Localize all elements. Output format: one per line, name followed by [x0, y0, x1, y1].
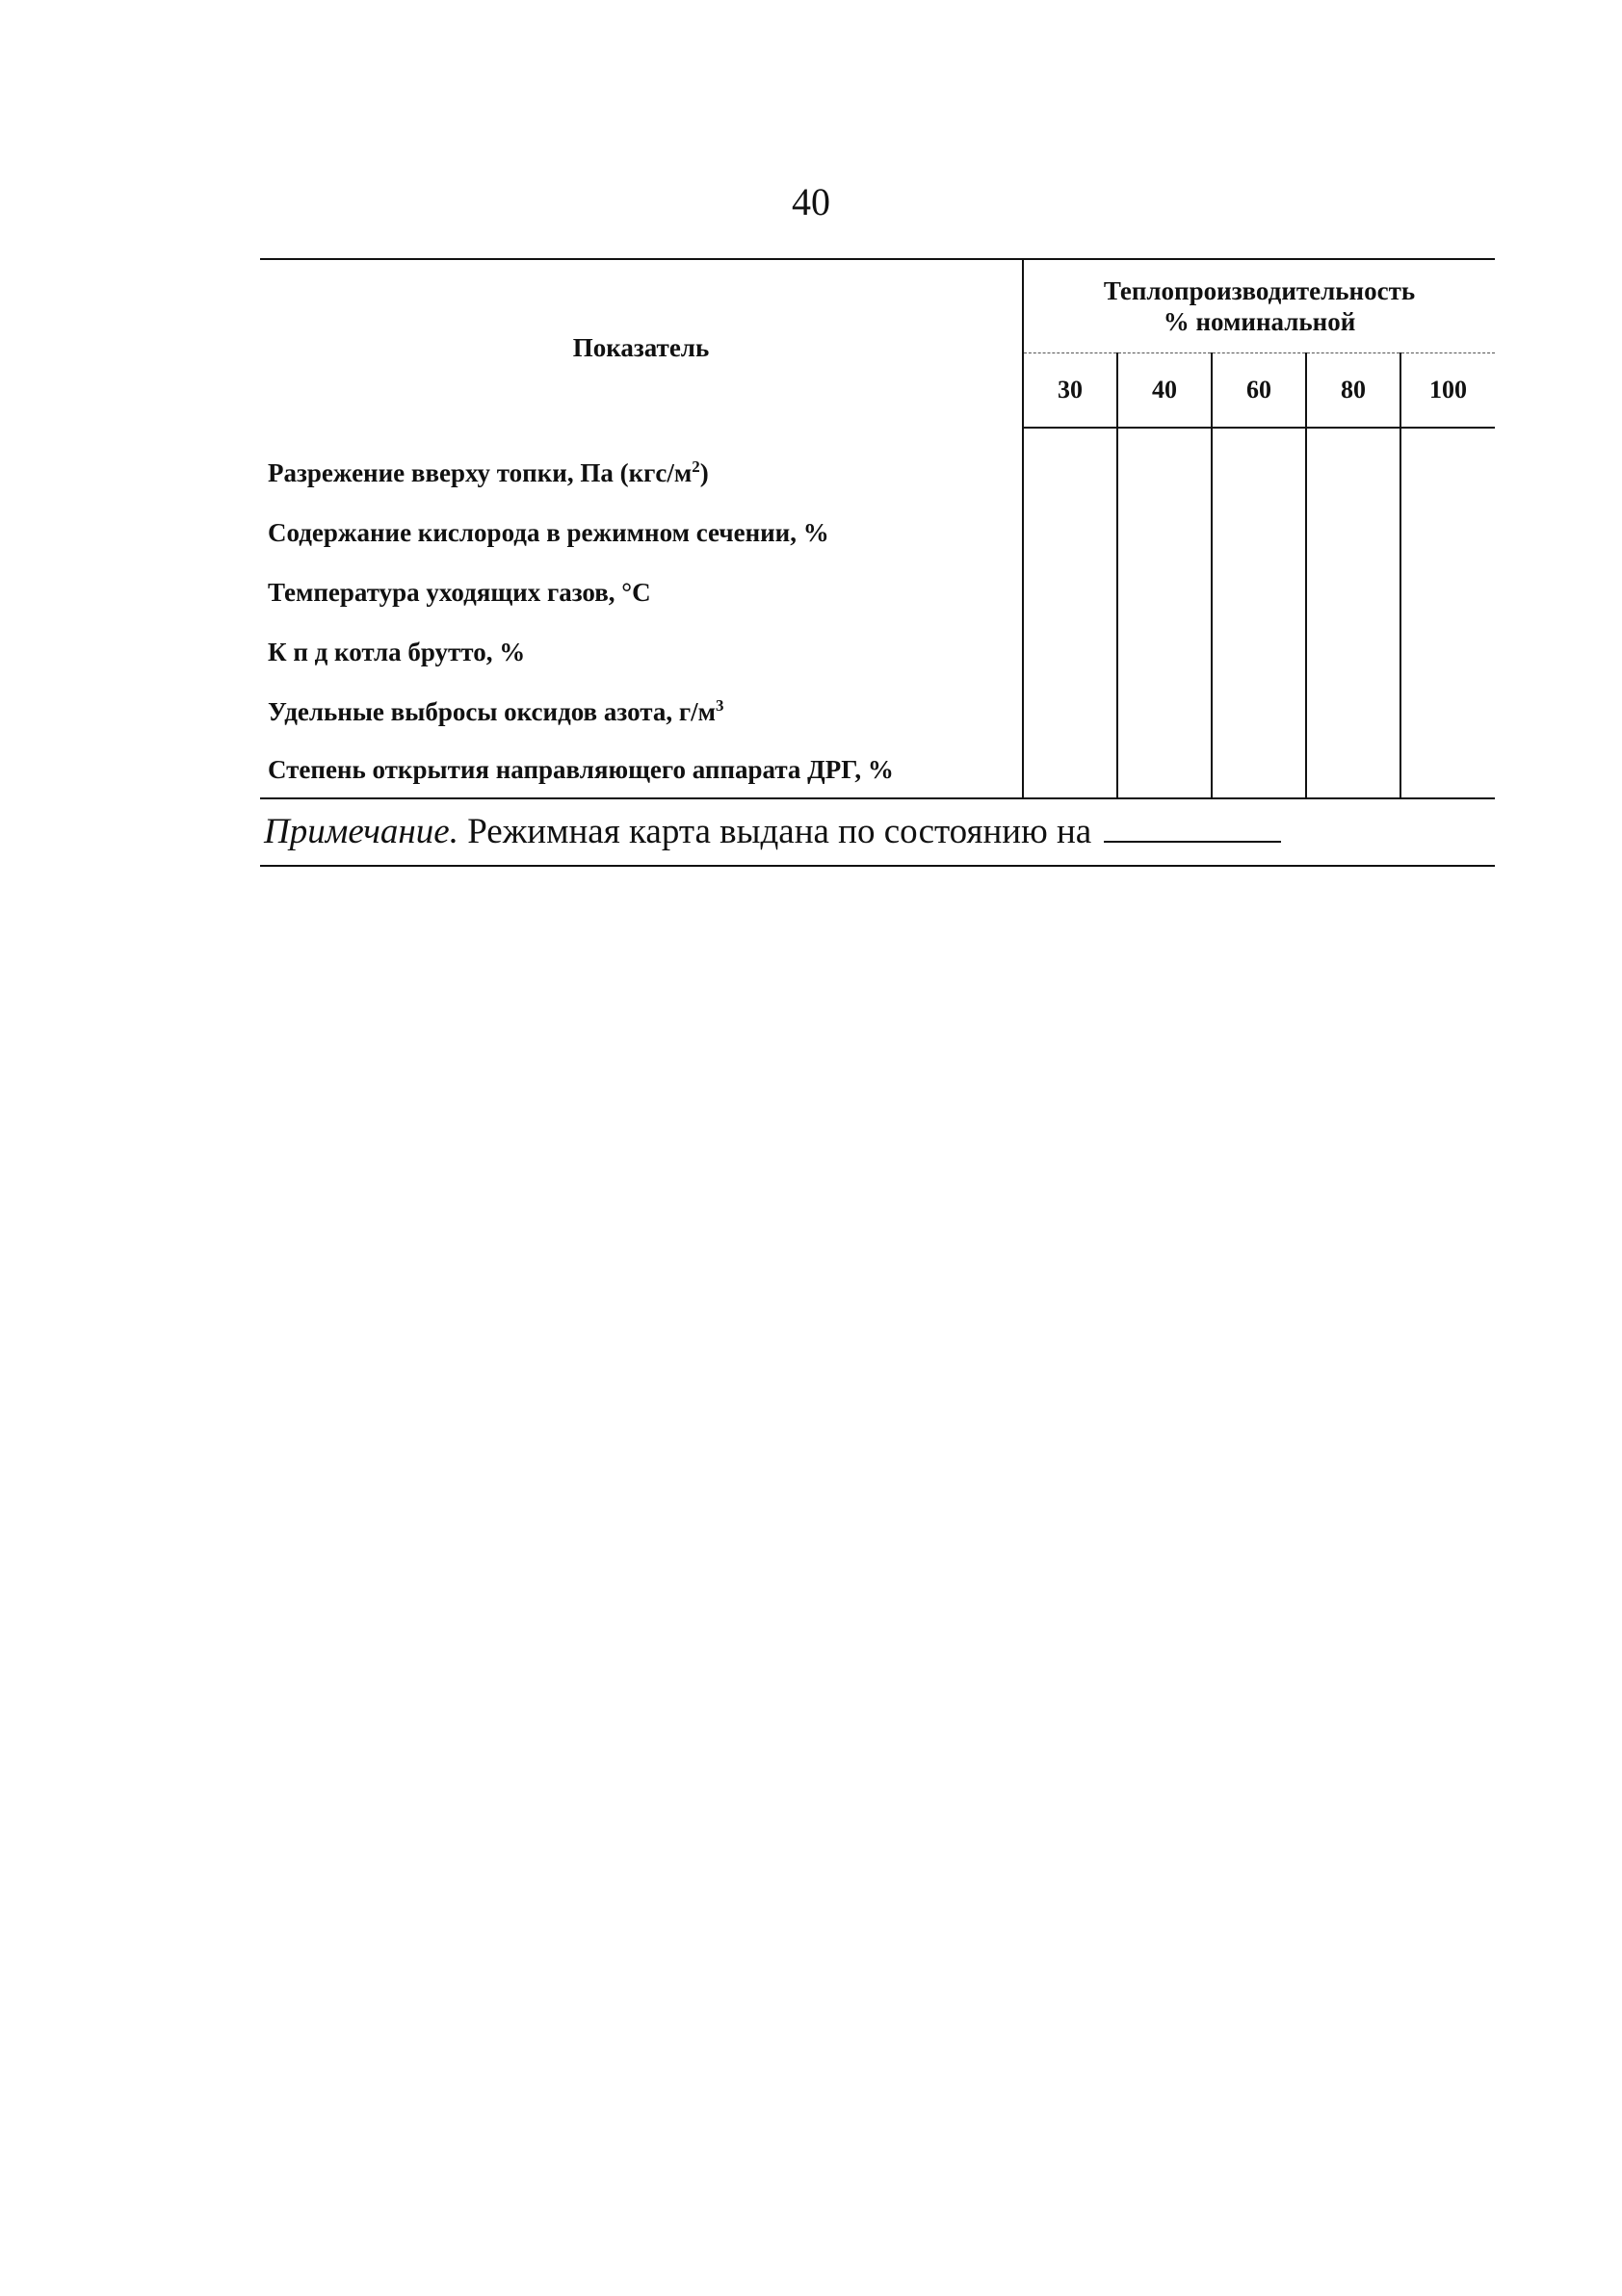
row-label: Удельные выбросы оксидов азота, $г/м^3$ [260, 682, 1023, 742]
value-cell [1306, 682, 1400, 742]
indicator-column-header: Показатель [260, 259, 1023, 428]
value-cell [1400, 562, 1495, 622]
table-row [260, 503, 1495, 562]
capacity-header-line2: % номинальной [1163, 307, 1356, 336]
value-cell [1117, 503, 1212, 562]
load-column-header: 100 [1400, 353, 1495, 429]
row-label: Температура уходящих газов, °С [260, 562, 1023, 622]
value-cell [1117, 742, 1212, 798]
value-cell [1306, 562, 1400, 622]
load-column-header: 60 [1212, 353, 1306, 429]
load-column-header: 30 [1023, 353, 1117, 429]
regime-card [260, 258, 1495, 867]
capacity-column-header [1023, 259, 1495, 353]
value-cell [1212, 622, 1306, 682]
value-cell [1117, 622, 1212, 682]
value-cell [1306, 742, 1400, 798]
load-column-header: 40 [1117, 353, 1212, 429]
value-cell [1400, 622, 1495, 682]
load-column-header: 80 [1306, 353, 1400, 429]
note-text: Режимная карта выдана по состоянию на [467, 812, 1092, 851]
value-cell [1023, 562, 1117, 622]
page-number: 40 [792, 180, 830, 223]
value-cell [1212, 742, 1306, 798]
value-cell [1400, 428, 1495, 503]
table-row [260, 428, 1495, 503]
value-cell [1023, 503, 1117, 562]
value-cell [1023, 682, 1117, 742]
value-cell [1023, 622, 1117, 682]
note-title: Примечание. [264, 812, 458, 851]
row-label: К п д котла брутто, % [260, 622, 1023, 682]
value-cell [1023, 428, 1117, 503]
table-row [260, 742, 1495, 798]
table-row [260, 622, 1495, 682]
table-row [260, 562, 1495, 622]
value-cell [1306, 428, 1400, 503]
value-cell [1212, 562, 1306, 622]
capacity-header-line1: Теплопроизводительность [1103, 276, 1416, 305]
value-cell [1306, 503, 1400, 562]
table-row [260, 682, 1495, 742]
value-cell [1306, 622, 1400, 682]
regime-table [260, 258, 1495, 799]
value-cell [1117, 682, 1212, 742]
value-cell [1212, 503, 1306, 562]
value-cell [1400, 503, 1495, 562]
value-cell [1117, 428, 1212, 503]
row-label: Степень открытия направляющего аппарата ДРГ, % [260, 742, 1023, 798]
value-cell [1117, 562, 1212, 622]
value-cell [1212, 428, 1306, 503]
value-cell [1212, 682, 1306, 742]
value-cell [1400, 682, 1495, 742]
row-label: Разрежение вверху топки, Па $(кгс/м^2)$ [260, 428, 1023, 503]
row-label: Содержание кислорода в режимном сечении, % [260, 503, 1023, 562]
value-cell [1400, 742, 1495, 798]
value-cell [1023, 742, 1117, 798]
date-blank-line [1104, 812, 1281, 843]
note [260, 799, 1495, 867]
